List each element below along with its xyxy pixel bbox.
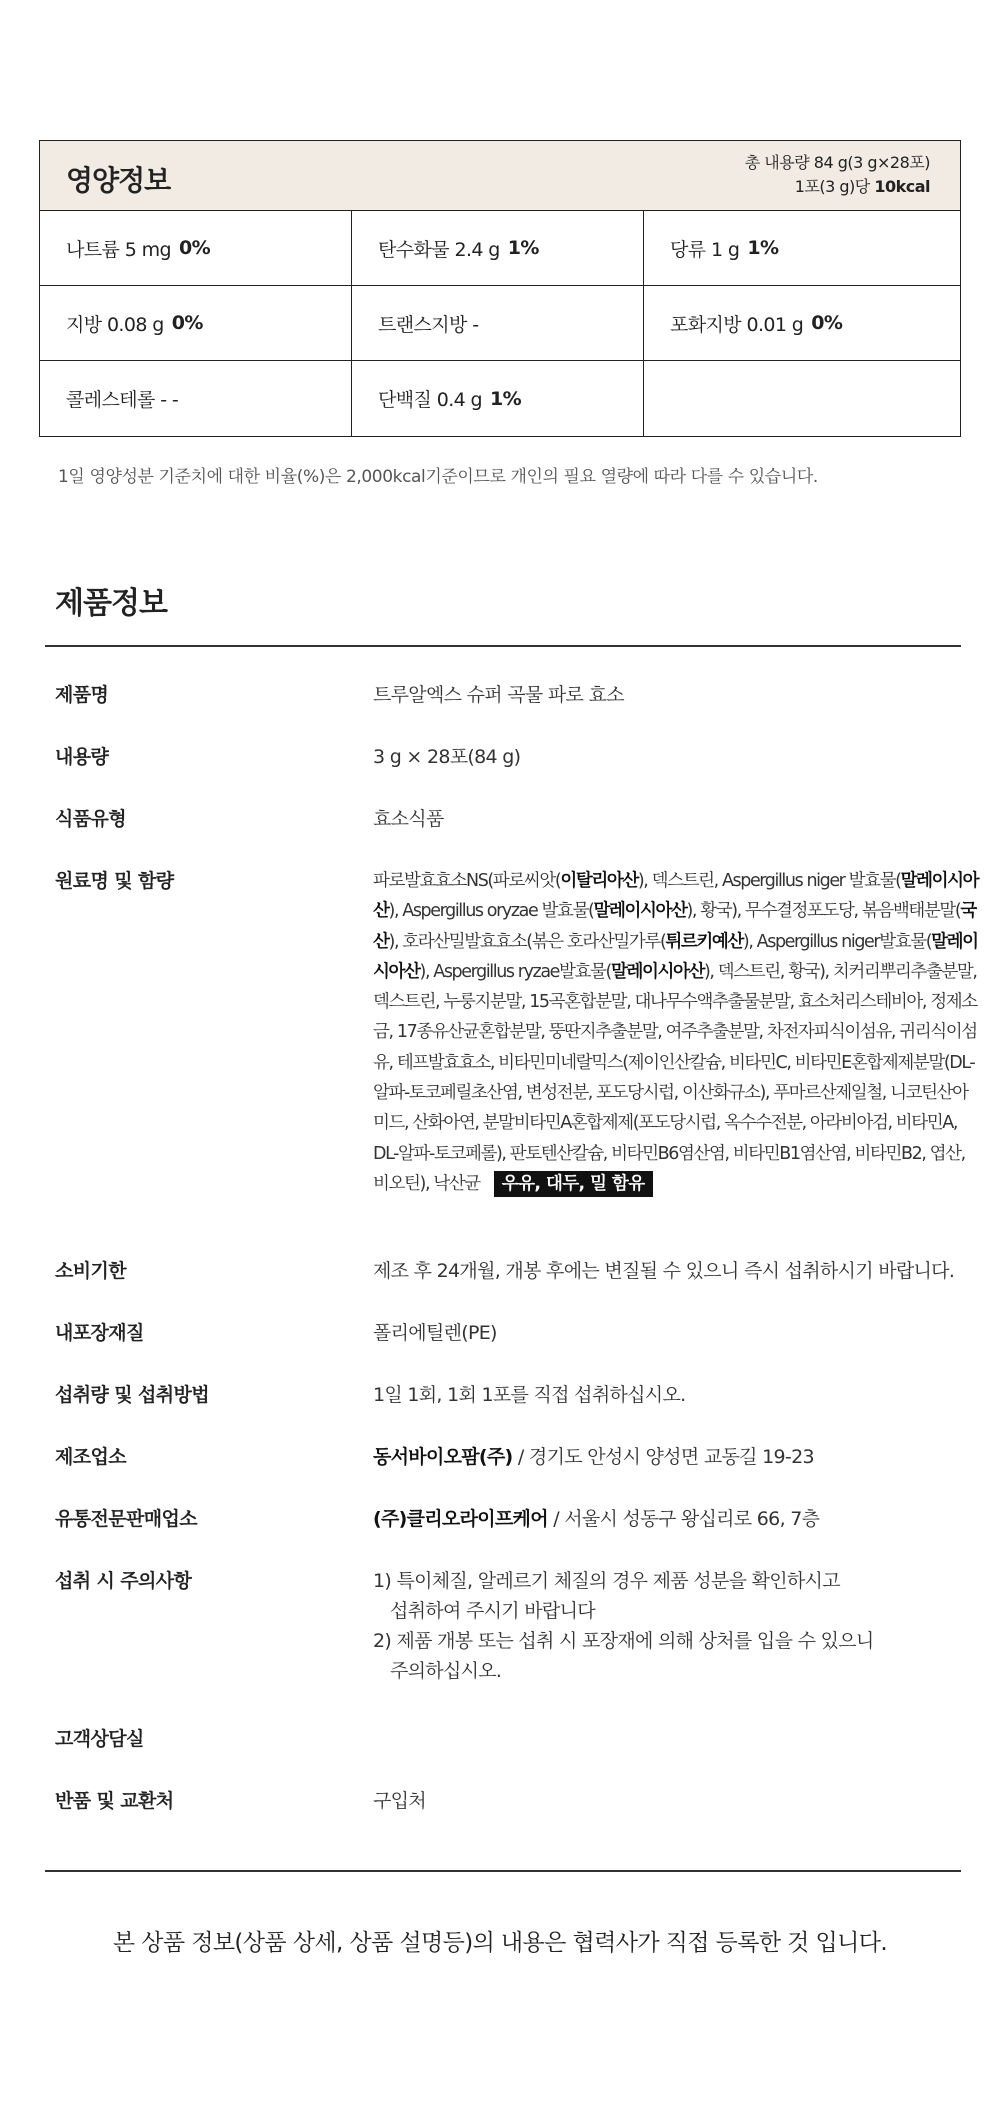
nutrient-name: 포화지방 0.01 g — [670, 313, 804, 336]
caution-line: 섭취하여 주시기 바랍니다 — [390, 1600, 595, 1622]
ingredient-origin: 말레이시아산 — [373, 931, 978, 982]
ingredients-value — [373, 866, 983, 1199]
ingredient-origin: 이탈리아산 — [560, 871, 638, 891]
ingredient-text: ), 황국), 무수결정포도당, 볶음백태분말( — [686, 901, 961, 922]
info-label: 섭취 시 주의사항 — [55, 1570, 192, 1592]
nutrition-title: 영양정보 — [66, 164, 171, 197]
info-label: 원료명 및 함량 — [55, 870, 174, 892]
info-label: 제조업소 — [55, 1446, 127, 1468]
info-label: 소비기한 — [55, 1260, 127, 1282]
nutrient-cell — [40, 286, 351, 360]
ingredient-origin: 튀르키예산 — [665, 931, 743, 952]
info-value — [373, 1442, 983, 1472]
info-label: 식품유형 — [55, 808, 127, 830]
nutrient-cell — [40, 211, 351, 285]
caution-value — [373, 1566, 983, 1686]
caution-line: 1) 특이체질, 알레르기 체질의 경우 제품 성분을 확인하시고 — [373, 1570, 840, 1592]
nutrition-row — [40, 211, 960, 286]
caution-line: 2) 제품 개봉 또는 섭취 시 포장재에 의해 상처를 입을 수 있으니 — [373, 1630, 874, 1652]
nutrient-name: 지방 0.08 g — [66, 313, 164, 336]
info-label: 내용량 — [55, 746, 109, 768]
info-label: 섭취량 및 섭취방법 — [55, 1384, 210, 1406]
nutrient-cell — [351, 361, 643, 436]
nutrient-name: 트랜스지방 - — [378, 313, 479, 336]
nutrition-table — [39, 140, 961, 437]
nutrition-serving-info — [745, 151, 930, 199]
nutrient-name: 나트륨 5 mg — [66, 238, 171, 261]
info-label: 내포장재질 — [55, 1322, 144, 1344]
nutrient-percent: 0% — [179, 237, 211, 259]
nutrient-percent: 1% — [747, 237, 779, 259]
info-value: 효소식품 — [373, 808, 444, 830]
ingredient-text: 파로발효효소NS(파로씨앗( — [373, 871, 561, 891]
total-content: 총 내용량 84 g(3 g×28포) — [744, 153, 930, 172]
per-serving-prefix: 1포(3 g)당 — [794, 177, 870, 196]
ingredient-text: ), 덱스트린, Aspergillus niger 발효물( — [637, 871, 901, 891]
ingredient-text: ), 호라산밀발효효소(볶은 호라산밀가루( — [388, 931, 666, 952]
nutrient-name: 단백질 0.4 g — [378, 389, 483, 411]
nutrition-row — [40, 286, 960, 361]
ingredient-origin: 말레이시아산 — [610, 961, 704, 982]
nutrient-name: 당류 1 g — [670, 238, 740, 261]
nutrient-cell — [643, 286, 960, 360]
info-label: 반품 및 교환처 — [55, 1790, 174, 1812]
info-value: 트루알엑스 슈퍼 곡물 파로 효소 — [373, 684, 624, 706]
info-value: 구입처 — [373, 1790, 426, 1812]
distributor-name: (주)클리오라이프케어 — [373, 1508, 548, 1530]
info-label: 고객상담실 — [55, 1728, 144, 1750]
nutrient-cell — [40, 361, 351, 436]
divider — [45, 1870, 961, 1872]
nutrient-name: 콜레스테롤 - - — [66, 389, 179, 411]
info-value — [373, 1504, 983, 1534]
divider — [45, 645, 961, 647]
nutrient-cell — [643, 211, 960, 285]
ingredient-origin: 국산 — [373, 901, 976, 952]
manufacturer-name: 동서바이오팜(주) — [373, 1446, 513, 1468]
info-value: 제조 후 24개월, 개봉 후에는 변질될 수 있으니 즉시 섭취하시기 바랍니다. — [373, 1260, 955, 1282]
per-serving — [745, 175, 930, 199]
ingredient-text: ), Aspergillus ryzae발효물( — [419, 961, 611, 982]
nutrient-name: 탄수화물 2.4 g — [378, 238, 500, 261]
nutrient-cell — [351, 211, 643, 285]
nutrient-percent: 1% — [507, 237, 539, 259]
partner-registration-note: 본 상품 정보(상품 상세, 상품 설명등)의 내용은 협력사가 직접 등록한 것 입니다. — [112, 1930, 888, 1956]
nutrient-cell — [351, 286, 643, 360]
allergy-badge: 우유, 대두, 밀 함유 — [494, 1171, 653, 1197]
nutrient-percent: 1% — [490, 387, 522, 410]
nutrient-cell — [643, 361, 960, 436]
info-value: 폴리에틸렌(PE) — [373, 1322, 497, 1344]
nutrient-percent: 0% — [811, 312, 843, 334]
nutrition-note: 1일 영양성분 기준치에 대한 비율(%)은 2,000kcal기준이므로 개인의 필요 열량에 따라 다를 수 있습니다. — [58, 467, 818, 487]
caution-line: 주의하십시오. — [390, 1660, 502, 1682]
ingredient-origin: 말레이시아산 — [593, 901, 687, 922]
info-value: 3 g × 28포(84 g) — [373, 746, 521, 768]
ingredient-text: ), Aspergillus niger발효물( — [742, 931, 932, 952]
info-label: 유통전문판매업소 — [55, 1508, 198, 1530]
info-label: 제품명 — [55, 684, 109, 706]
nutrition-row — [40, 361, 960, 436]
nutrition-header — [40, 141, 960, 211]
per-serving-kcal: 10kcal — [874, 177, 930, 196]
ingredient-text: ), Aspergillus oryzae 발효물( — [388, 901, 594, 922]
nutrient-percent: 0% — [171, 312, 203, 334]
product-info-title: 제품정보 — [55, 586, 167, 621]
manufacturer-address: / 경기도 안성시 양성면 교동길 19-23 — [512, 1446, 814, 1468]
ingredient-text: ), 덱스트린, 황국), 치커리뿌리추출분말, 덱스트린, 누룽지분말, 15곡혼합분말, 대나무수액추출물분말, 효소처리스테비아, 정제소금, 17종유산균혼합분말, 뚱딴지추출분말, 여주추출분말, 차전자피식이섬유, 귀리식이섬유, 테프발효효소, 비타민미네랄믹스(제이인산칼슘, 비타민C, 비타민E혼합제제분말(DL-알파-토코페릴초산염, 변성전분, 포도당시럽, 이산화규소), 푸마르산제일철, 니코틴산아미드, 산화아연, 분말비타민A혼합제제(포도당시럽, 옥수수전분, 아라비아검, 비타민A, DL-알파-토코페롤), 판토텐산칼슘, 비타민B6염산염, 비타민B1염산염, 비타민B2, 엽산, 비오틴), 낙산균 — [373, 961, 977, 1194]
info-value: 1일 1회, 1회 1포를 직접 섭취하십시오. — [373, 1384, 686, 1406]
ingredient-origin: 말레이시아산 — [373, 871, 979, 922]
distributor-address: / 서울시 성동구 왕십리로 66, 7층 — [547, 1508, 820, 1530]
